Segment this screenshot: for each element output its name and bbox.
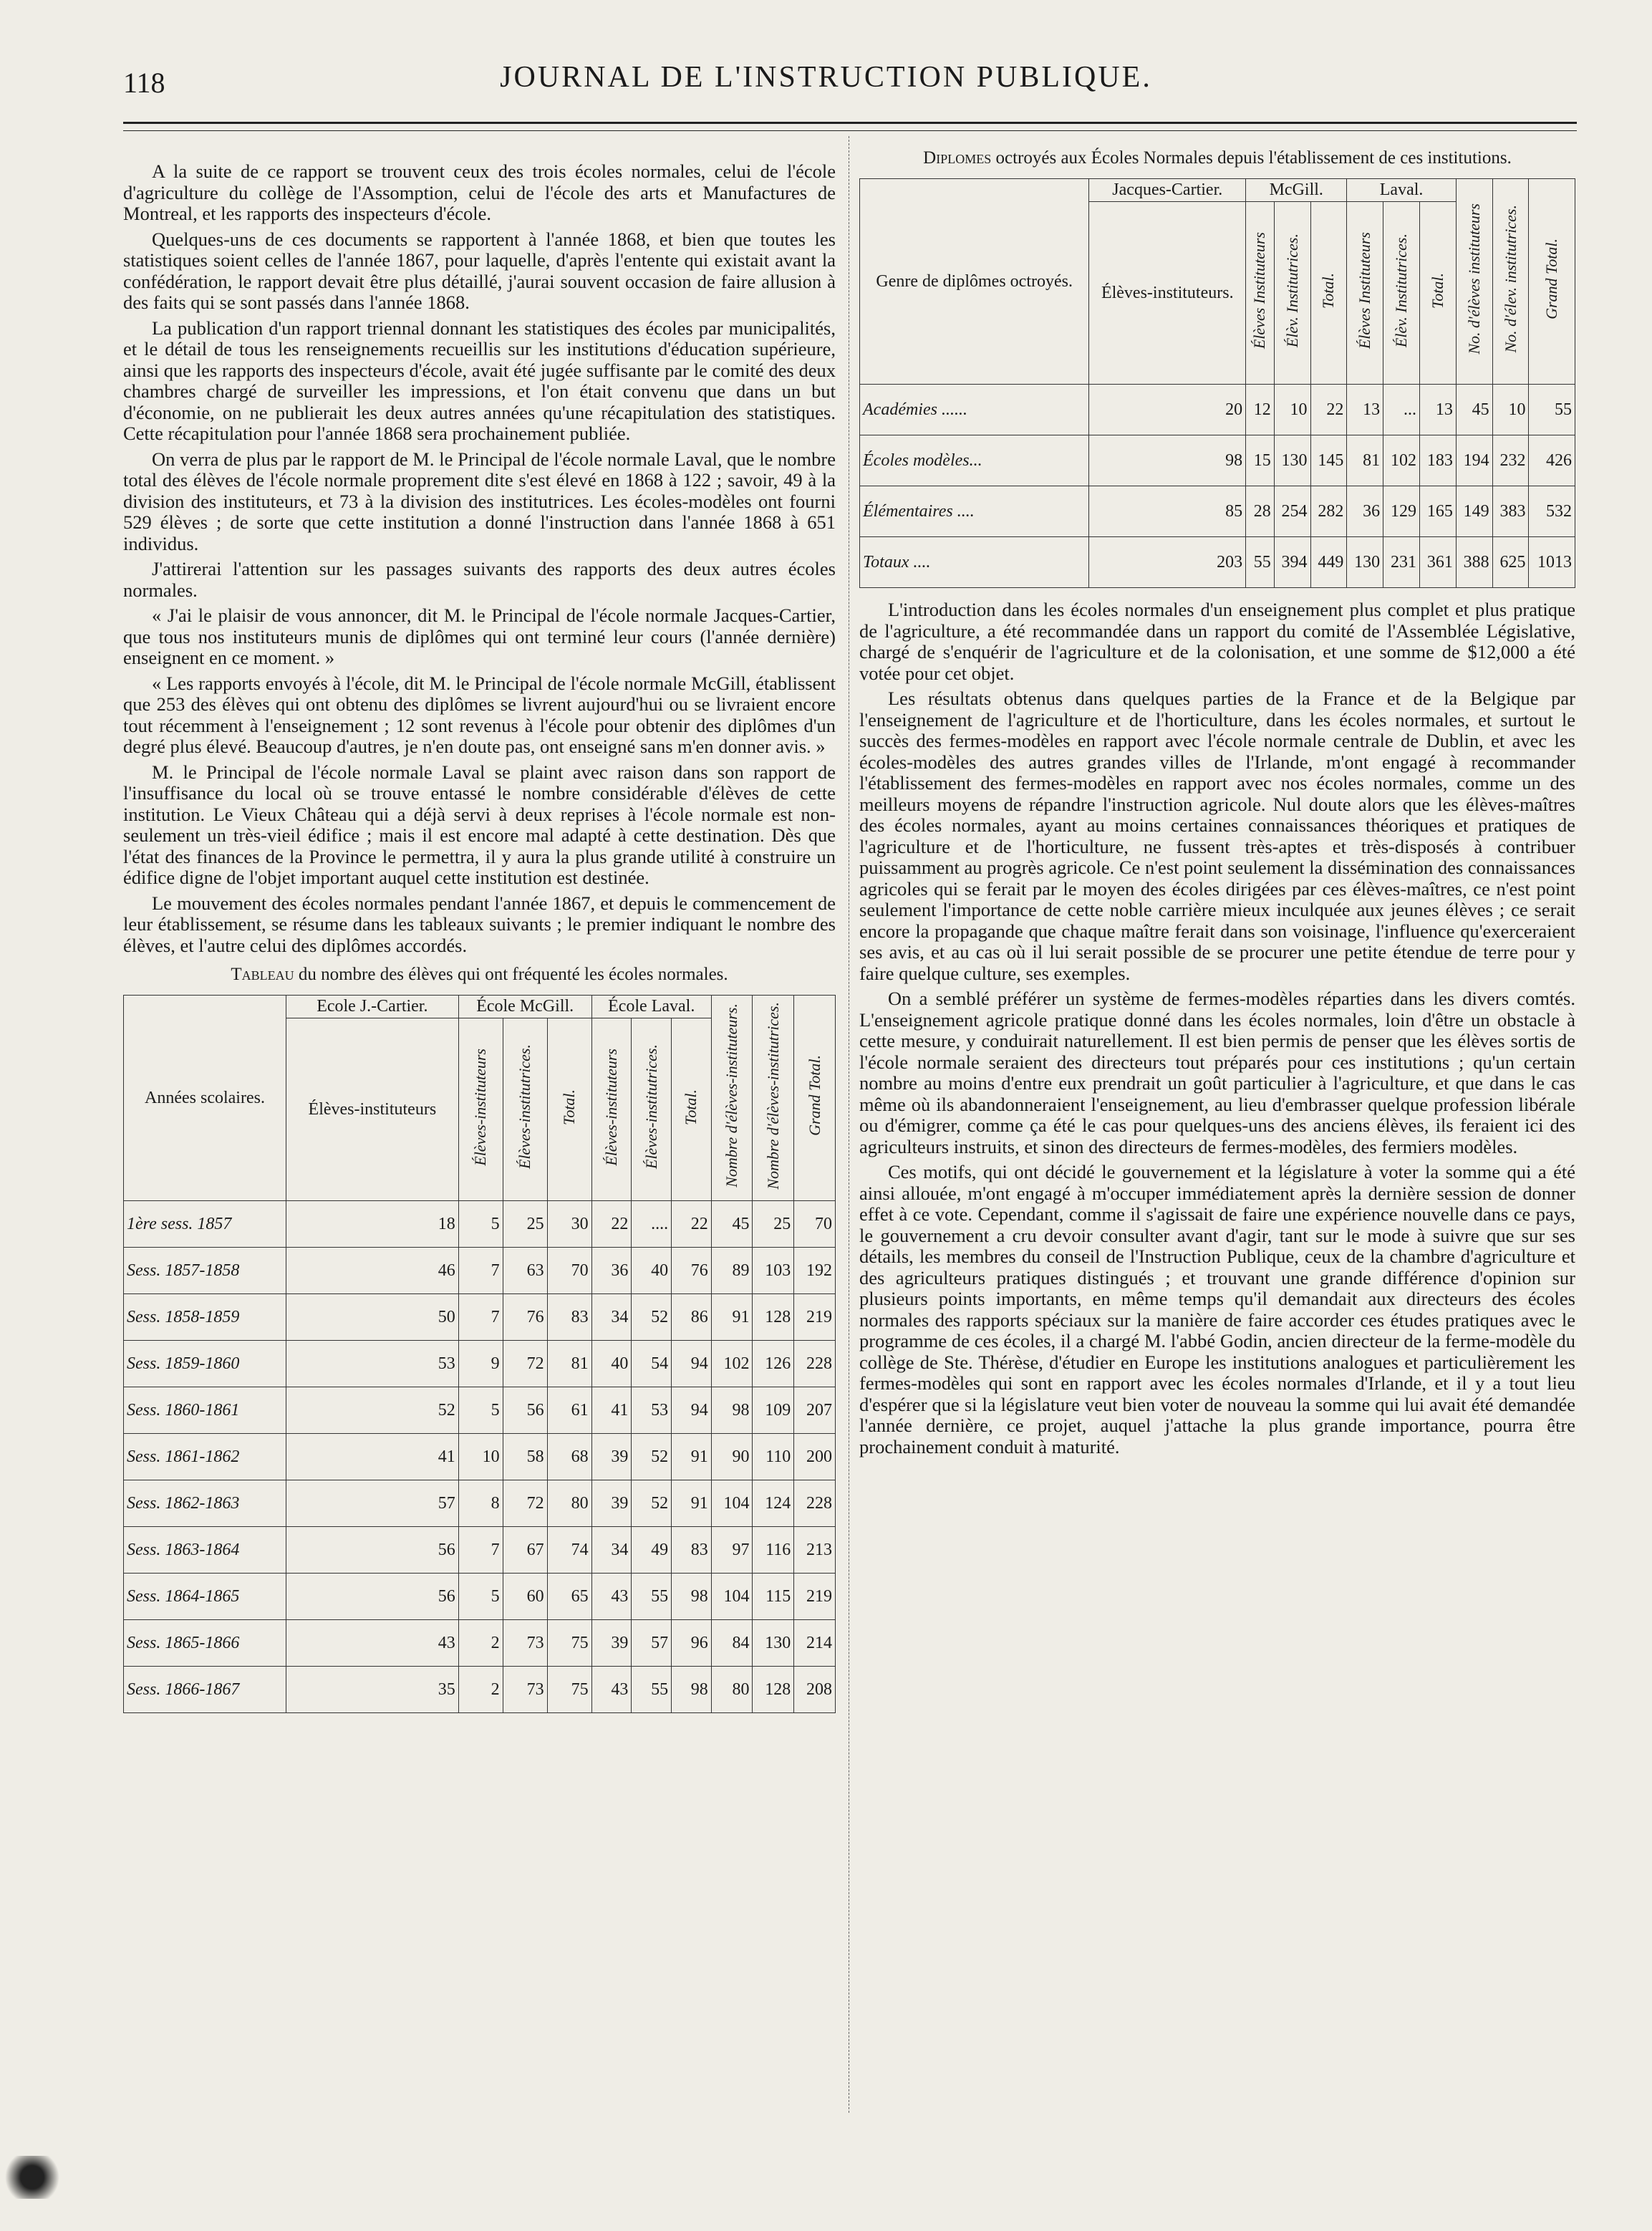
cell-mg-f: 25	[503, 1201, 547, 1248]
cell-mg-f: 72	[503, 1480, 547, 1527]
cell-g: 208	[794, 1667, 836, 1713]
col-nb-instr: No. d'élev. institutrices.	[1492, 179, 1529, 385]
cell-g: 228	[794, 1341, 836, 1387]
cell-mg-i: 5	[458, 1574, 503, 1620]
row-label: Sess. 1857-1858	[124, 1248, 286, 1294]
cell-n-f: 383	[1492, 486, 1529, 537]
paragraph: La publication d'un rapport triennal donnant les statistiques des écoles par municipalités, et le détail de tous les renseignements recueillis sur les institutions d'éducation supérieure, ainsi que les rapports des inspecteurs d'école, avait été jugée suffisante par le comité des deux chambres chargé de surveiller les impressions, et l'on était convenu que dans un but d'économie, on ne publierait les deux autres années qu'une récapitulation des statistiques. Cette récapitulation pour l'année 1868 sera prochainement publiée.	[123, 317, 836, 444]
cell-mg-t: 83	[547, 1294, 591, 1341]
cell-mg-t: 75	[547, 1620, 591, 1667]
cell-jc: 98	[1089, 435, 1246, 486]
cell-jc: 57	[286, 1480, 459, 1527]
caption-rest: octroyés aux Écoles Normales depuis l'établissement de ces institutions.	[991, 148, 1512, 168]
col-nb-instr: Nombre d'élèves-institutrices.	[753, 996, 794, 1201]
cell-lv-f: 52	[632, 1294, 672, 1341]
cell-g: 219	[794, 1294, 836, 1341]
table-row	[124, 1294, 836, 1341]
cell-lv-f: 57	[632, 1620, 672, 1667]
cell-jc: 203	[1089, 537, 1246, 588]
cell-lv-f: 102	[1383, 435, 1420, 486]
cell-lv-i: 40	[591, 1341, 632, 1387]
sub-lv-inst: Élèves Instituteurs	[1347, 202, 1383, 385]
cell-lv-t: 22	[672, 1201, 712, 1248]
cell-g: 214	[794, 1620, 836, 1667]
cell-n-i: 91	[711, 1294, 753, 1341]
group-mcgill: École McGill.	[458, 996, 591, 1018]
cell-lv-i: 39	[591, 1620, 632, 1667]
caption-lead: Tableau	[231, 965, 294, 984]
cell-mg-f: 10	[1274, 385, 1310, 435]
cell-mg-t: 449	[1310, 537, 1347, 588]
cell-jc: 53	[286, 1341, 459, 1387]
cell-lv-f: 52	[632, 1434, 672, 1480]
cell-g: 207	[794, 1387, 836, 1434]
cell-jc: 85	[1089, 486, 1246, 537]
cell-lv-t: 86	[672, 1294, 712, 1341]
cell-mg-t: 70	[547, 1248, 591, 1294]
table-row	[124, 1527, 836, 1574]
sub-mg-total: Total.	[547, 1018, 591, 1201]
cell-lv-i: 34	[591, 1527, 632, 1574]
cell-lv-t: 165	[1420, 486, 1457, 537]
cell-lv-t: 361	[1420, 537, 1457, 588]
cell-lv-i: 36	[591, 1248, 632, 1294]
sub-mg-inst: Élèves Instituteurs	[1246, 202, 1275, 385]
cell-mg-f: 63	[503, 1248, 547, 1294]
cell-lv-f: 55	[632, 1574, 672, 1620]
cell-g: 1013	[1529, 537, 1575, 588]
cell-mg-i: 10	[458, 1434, 503, 1480]
col-annees: Années scolaires.	[124, 996, 286, 1201]
students-table-body	[124, 1201, 836, 1713]
cell-lv-f: 55	[632, 1667, 672, 1713]
cell-mg-t: 61	[547, 1387, 591, 1434]
cell-g: 219	[794, 1574, 836, 1620]
cell-mg-t: 30	[547, 1201, 591, 1248]
students-table-caption	[123, 965, 836, 985]
sub-mg-instr: Élèves-institutrices.	[503, 1018, 547, 1201]
cell-mg-t: 74	[547, 1527, 591, 1574]
cell-lv-t: 76	[672, 1248, 712, 1294]
paragraph: « J'ai le plaisir de vous annoncer, dit M. le Principal de l'école normale Jacques-Cartier, que tous nos instituteurs munis de diplômes qui ont terminé leur cours (l'année dernière) enseignent en ce moment. »	[123, 604, 836, 668]
cell-mg-i: 2	[458, 1667, 503, 1713]
group-jc: Ecole J.-Cartier.	[286, 996, 459, 1018]
row-label: Sess. 1861-1862	[124, 1434, 286, 1480]
students-table	[123, 995, 836, 1713]
cell-mg-f: 254	[1274, 486, 1310, 537]
sub-lv-inst: Élèves-instituteurs	[591, 1018, 632, 1201]
cell-lv-t: 91	[672, 1434, 712, 1480]
cell-n-i: 388	[1456, 537, 1492, 588]
cell-mg-i: 12	[1246, 385, 1275, 435]
cell-g: 532	[1529, 486, 1575, 537]
cell-n-f: 116	[753, 1527, 794, 1574]
cell-mg-i: 7	[458, 1527, 503, 1574]
table-row	[860, 435, 1575, 486]
cell-lv-f: 52	[632, 1480, 672, 1527]
cell-lv-f: 54	[632, 1341, 672, 1387]
cell-g: 200	[794, 1434, 836, 1480]
cell-mg-i: 8	[458, 1480, 503, 1527]
cell-mg-i: 55	[1246, 537, 1275, 588]
header-rule-thin	[123, 130, 1577, 131]
row-label: Sess. 1866-1867	[124, 1667, 286, 1713]
cell-n-i: 97	[711, 1527, 753, 1574]
cell-lv-t: 94	[672, 1387, 712, 1434]
cell-g: 213	[794, 1527, 836, 1574]
cell-mg-t: 65	[547, 1574, 591, 1620]
cell-n-f: 130	[753, 1620, 794, 1667]
cell-n-i: 102	[711, 1341, 753, 1387]
cell-g: 70	[794, 1201, 836, 1248]
cell-mg-i: 5	[458, 1201, 503, 1248]
table-row	[124, 1620, 836, 1667]
cell-mg-t: 145	[1310, 435, 1347, 486]
cell-lv-i: 13	[1347, 385, 1383, 435]
cell-lv-f: 231	[1383, 537, 1420, 588]
sub-mg-instr: Élèv. Institutrices.	[1274, 202, 1310, 385]
right-paragraphs	[859, 599, 1575, 1457]
cell-jc: 56	[286, 1527, 459, 1574]
cell-lv-f: 49	[632, 1527, 672, 1574]
sub-lv-total: Total.	[672, 1018, 712, 1201]
row-label: Sess. 1863-1864	[124, 1527, 286, 1574]
diplomas-table-caption	[859, 148, 1575, 168]
sub-lv-total: Total.	[1420, 202, 1457, 385]
cell-lv-t: 83	[672, 1527, 712, 1574]
cell-n-f: 128	[753, 1294, 794, 1341]
cell-lv-i: 39	[591, 1434, 632, 1480]
cell-jc: 50	[286, 1294, 459, 1341]
left-column	[123, 161, 836, 1726]
table-row	[124, 1341, 836, 1387]
cell-lv-i: 41	[591, 1387, 632, 1434]
sub-lv-instr: Élèves-institutrices.	[632, 1018, 672, 1201]
paragraph: Le mouvement des écoles normales pendant l'année 1867, et depuis le commencement de leur établissement, se résume dans les tableaux suivants ; le premier indiquant le nombre des élèves, et l'autre celui des diplômes accordés.	[123, 892, 836, 956]
table-row	[124, 1201, 836, 1248]
header-rule	[123, 122, 1577, 124]
cell-lv-t: 98	[672, 1574, 712, 1620]
left-paragraphs	[123, 161, 836, 956]
cell-n-f: 232	[1492, 435, 1529, 486]
cell-jc: 46	[286, 1248, 459, 1294]
table-row	[124, 1480, 836, 1527]
cell-mg-i: 28	[1246, 486, 1275, 537]
cell-lv-f: ...	[1383, 385, 1420, 435]
paragraph: Ces motifs, qui ont décidé le gouvernement et la législature à voter la somme qui a été ainsi allouée, m'ont engagé à m'occuper immédiatement après la dernière session de donner effet à ce vote. Cependant, comme il s'agissait de faire une expérience nouvelle dans ce pays, le gouvernement a cru devoir consulter avant d'agir, tant sur le mode à suivre que sur ses détails, les membres du conseil de l'Instruction Publique, ceux de la chambre d'agriculture et des agriculteurs pratiques distingués ; et trouvant une grande différence d'opinion sur plusieurs points importants, en même temps qu'il demandait aux directeurs des écoles normales des rapports spéciaux sur la manière de faire accorder ces études pratiques avec le programme de ces écoles, il a chargé M. l'abbé Godin, ancien directeur de la ferme-modèle du collège de Ste. Thérèse, d'étudier en Europe les institutions analogues et particulièrement les fermes-modèles qui sont en rapport avec les écoles normales d'Irlande, et il y a tout lieu d'espérer que si la législature veut bien voter de nouveau la somme qui lui avait été demandée l'année dernière, ce projet, auquel j'attache la plus grande importance, pourra être prochainement conduit à maturité.	[859, 1161, 1575, 1457]
cell-mg-t: 81	[547, 1341, 591, 1387]
paragraph: On verra de plus par le rapport de M. le Principal de l'école normale Laval, que le nombre total des élèves de l'école normale proprement dite s'est élevé en 1868 à 122 ; savoir, 49 à la division des instituteurs, et 73 à la division des institutrices. Les écoles-modèles ont fourni 529 élèves ; de sorte que cette institution a donné l'instruction dans l'année 1868 à 651 individus.	[123, 448, 836, 554]
cell-mg-t: 282	[1310, 486, 1347, 537]
row-label: Académies ......	[860, 385, 1089, 435]
cell-lv-f: 129	[1383, 486, 1420, 537]
col-grand-total: Grand Total.	[794, 996, 836, 1201]
cell-jc: 18	[286, 1201, 459, 1248]
cell-n-i: 45	[711, 1201, 753, 1248]
cell-n-i: 84	[711, 1620, 753, 1667]
cell-mg-i: 7	[458, 1248, 503, 1294]
group-jc: Jacques-Cartier.	[1089, 179, 1246, 202]
cell-mg-i: 9	[458, 1341, 503, 1387]
totals-row	[860, 537, 1575, 588]
cell-n-f: 115	[753, 1574, 794, 1620]
row-label: Totaux ....	[860, 537, 1089, 588]
cell-jc: 43	[286, 1620, 459, 1667]
cell-n-i: 98	[711, 1387, 753, 1434]
cell-mg-i: 5	[458, 1387, 503, 1434]
cell-lv-i: 81	[1347, 435, 1383, 486]
right-column	[859, 140, 1575, 1462]
cell-lv-i: 43	[591, 1667, 632, 1713]
cell-mg-f: 130	[1274, 435, 1310, 486]
row-label: Sess. 1865-1866	[124, 1620, 286, 1667]
running-title: JOURNAL DE L'INSTRUCTION PUBLIQUE.	[500, 61, 1152, 94]
cell-lv-f: 40	[632, 1248, 672, 1294]
cell-lv-t: 183	[1420, 435, 1457, 486]
row-label: Écoles modèles...	[860, 435, 1089, 486]
cell-lv-i: 43	[591, 1574, 632, 1620]
paragraph: On a semblé préférer un système de fermes-modèles réparties dans les divers comtés. L'enseignement agricole pratique donné dans les écoles normales, loin d'être un obstacle à cette mesure, y conduirait naturellement. Il est bien permis de penser que les élèves sortis de l'école normale seraient des directeurs tout préparés pour ces institutions ; qu'un certain nombre au moins d'entre eux prendrait un goût particulier à l'agriculture, et que dans le cas même où ils abandonneraient l'enseignement, au lieu d'embrasser quelque profession libérale ou d'émigrer, comme ça été le cas pour quelques-uns des anciens élèves, ils feraient ici des agriculteurs instruits, et sinon des directeurs de fermes-modèles, des fermiers modèles.	[859, 988, 1575, 1157]
cell-g: 192	[794, 1248, 836, 1294]
sub-jc: Élèves-instituteurs.	[1089, 202, 1246, 385]
table-row	[124, 1248, 836, 1294]
page-number: 118	[123, 67, 165, 99]
cell-n-f: 103	[753, 1248, 794, 1294]
cell-mg-t: 22	[1310, 385, 1347, 435]
paragraph: Quelques-uns de ces documents se rapportent à l'année 1868, et bien que toutes les statistiques soient celles de l'année 1867, pour laquelle, d'après l'entente qui existait avant la confédération, le rapport devait être plus détaillé, j'aurai souvent occasion de faire allusion à des faits qui se sont passés dans l'année 1868.	[123, 228, 836, 313]
cell-n-f: 126	[753, 1341, 794, 1387]
cell-lv-i: 34	[591, 1294, 632, 1341]
sub-mg-inst: Élèves-instituteurs	[458, 1018, 503, 1201]
cell-mg-f: 58	[503, 1434, 547, 1480]
col-nb-inst: No. d'élèves instituteurs	[1456, 179, 1492, 385]
cell-lv-t: 98	[672, 1667, 712, 1713]
row-label: Sess. 1862-1863	[124, 1480, 286, 1527]
group-mcgill: McGill.	[1246, 179, 1347, 202]
row-label: Sess. 1860-1861	[124, 1387, 286, 1434]
cell-lv-t: 91	[672, 1480, 712, 1527]
cell-jc: 41	[286, 1434, 459, 1480]
paragraph: « Les rapports envoyés à l'école, dit M. le Principal de l'école normale McGill, établissent que 253 des élèves qui ont obtenu des diplômes se livrent aujourd'hui ou se livraient encore tout récemment à l'enseignement ; 12 sont revenus à l'école pour obtenir des diplômes d'un degré plus élevé. Beaucoup d'autres, je n'en doute pas, ont enseigné sans m'en donner avis. »	[123, 672, 836, 757]
cell-mg-f: 56	[503, 1387, 547, 1434]
cell-lv-t: 13	[1420, 385, 1457, 435]
cell-n-i: 80	[711, 1667, 753, 1713]
cell-lv-f: 53	[632, 1387, 672, 1434]
paragraph: Les résultats obtenus dans quelques parties de la France et de la Belgique par l'enseignement de l'agriculture et de l'horticulture, dans les écoles normales, et surtout le succès des fermes-modèles en rapport avec l'école normale centrale de Dublin, et avec les écoles-modèles des autres grandes villes de l'Irlande, m'ont engagé à recommander l'établissement des fermes-modèles en rapport avec nos écoles normales, comme un des meilleurs moyens de répandre l'instruction agricole. Nul doute alors que les élèves-maîtres des écoles normales, ayant au moins certaines connaissances théoriques et pratiques de l'agriculture et de l'horticulture, ne fussent très-aptes et très-disposés à contribuer puissamment au progrès agricole. Ce n'est point seulement la dissémination des connaissances agricoles qui se ferait par le moyen des écoles dirigées par ces élèves-maîtres, ce n'est point seulement l'importance de cette noble carrière mieux inculquée aux jeunes élèves ; ce serait encore la propagande que chaque maître ferait dans son voisinage, l'influence qu'exerceraient ses avis, et au cas où il lui serait possible de se procurer une petite étendue de terre pour y faire quelque culture, ses exemples.	[859, 688, 1575, 984]
cell-mg-f: 73	[503, 1620, 547, 1667]
caption-rest: du nombre des élèves qui ont fréquenté les écoles normales.	[294, 965, 728, 984]
cell-n-i: 194	[1456, 435, 1492, 486]
sub-lv-instr: Élèv. Institutrices.	[1383, 202, 1420, 385]
cell-lv-i: 130	[1347, 537, 1383, 588]
row-label: Élémentaires ....	[860, 486, 1089, 537]
table-row	[124, 1434, 836, 1480]
group-laval: Laval.	[1347, 179, 1456, 202]
cell-n-i: 149	[1456, 486, 1492, 537]
row-label: Sess. 1859-1860	[124, 1341, 286, 1387]
cell-jc: 52	[286, 1387, 459, 1434]
diplomas-table-body	[860, 385, 1575, 588]
cell-n-i: 90	[711, 1434, 753, 1480]
cell-mg-i: 2	[458, 1620, 503, 1667]
cell-lv-i: 36	[1347, 486, 1383, 537]
col-grand-total: Grand Total.	[1529, 179, 1575, 385]
cell-n-f: 10	[1492, 385, 1529, 435]
ink-smudge	[0, 2156, 64, 2199]
col-genre: Genre de diplômes octroyés.	[860, 179, 1089, 385]
cell-n-f: 128	[753, 1667, 794, 1713]
cell-mg-f: 60	[503, 1574, 547, 1620]
row-label: Sess. 1864-1865	[124, 1574, 286, 1620]
table-row	[124, 1574, 836, 1620]
cell-n-f: 110	[753, 1434, 794, 1480]
paragraph: M. le Principal de l'école normale Laval se plaint avec raison dans son rapport de l'insuffisance du local où se trouve entassé le nombre considérable d'élèves de cette institution. Le Vieux Château qui a déjà servi à deux reprises à l'école normale est non-seulement un très-vieil édifice ; mais il est encore mal adapté à cette destination. Dès que l'état des finances de la Province le permettra, il y aura la plus grande utilité à construire un édifice digne de l'objet important auquel cette institution est destinée.	[123, 761, 836, 888]
cell-n-f: 124	[753, 1480, 794, 1527]
cell-jc: 35	[286, 1667, 459, 1713]
cell-mg-t: 80	[547, 1480, 591, 1527]
cell-mg-f: 67	[503, 1527, 547, 1574]
table-row	[860, 486, 1575, 537]
cell-n-i: 104	[711, 1480, 753, 1527]
cell-mg-f: 72	[503, 1341, 547, 1387]
cell-g: 426	[1529, 435, 1575, 486]
cell-mg-i: 7	[458, 1294, 503, 1341]
cell-jc: 20	[1089, 385, 1246, 435]
group-laval: École Laval.	[591, 996, 711, 1018]
cell-mg-i: 15	[1246, 435, 1275, 486]
table-row	[860, 385, 1575, 435]
cell-mg-f: 76	[503, 1294, 547, 1341]
col-nb-inst: Nombre d'élèves-instituteurs.	[711, 996, 753, 1201]
cell-mg-f: 394	[1274, 537, 1310, 588]
diplomas-table	[859, 178, 1575, 588]
sub-mg-total: Total.	[1310, 202, 1347, 385]
paragraph: J'attirerai l'attention sur les passages suivants des rapports des deux autres écoles normales.	[123, 558, 836, 601]
cell-lv-i: 39	[591, 1480, 632, 1527]
caption-lead: Diplomes	[923, 148, 992, 168]
row-label: 1ère sess. 1857	[124, 1201, 286, 1248]
cell-mg-t: 68	[547, 1434, 591, 1480]
cell-n-f: 109	[753, 1387, 794, 1434]
cell-lv-i: 22	[591, 1201, 632, 1248]
cell-n-f: 625	[1492, 537, 1529, 588]
paragraph: L'introduction dans les écoles normales d'un enseignement plus complet et plus pratique de l'agriculture, a été recommandée dans un rapport du comité de l'Assemblée Législative, chargé de s'enquérir de l'agriculture et de la colonisation, et une somme de $12,000 a été votée pour cet objet.	[859, 599, 1575, 684]
cell-n-f: 25	[753, 1201, 794, 1248]
cell-lv-f: ....	[632, 1201, 672, 1248]
sub-jc: Élèves-instituteurs	[286, 1018, 459, 1201]
cell-g: 55	[1529, 385, 1575, 435]
cell-g: 228	[794, 1480, 836, 1527]
cell-n-i: 89	[711, 1248, 753, 1294]
cell-lv-t: 96	[672, 1620, 712, 1667]
table-row	[124, 1387, 836, 1434]
cell-n-i: 104	[711, 1574, 753, 1620]
row-label: Sess. 1858-1859	[124, 1294, 286, 1341]
cell-mg-t: 75	[547, 1667, 591, 1713]
cell-n-i: 45	[1456, 385, 1492, 435]
cell-mg-f: 73	[503, 1667, 547, 1713]
paragraph: A la suite de ce rapport se trouvent ceux des trois écoles normales, celui de l'école d'agriculture du collège de l'Assomption, celui de l'école des arts et Manufactures de Montreal, et les rapports des inspecteurs d'école.	[123, 160, 836, 224]
cell-lv-t: 94	[672, 1341, 712, 1387]
cell-jc: 56	[286, 1574, 459, 1620]
table-row	[124, 1667, 836, 1713]
